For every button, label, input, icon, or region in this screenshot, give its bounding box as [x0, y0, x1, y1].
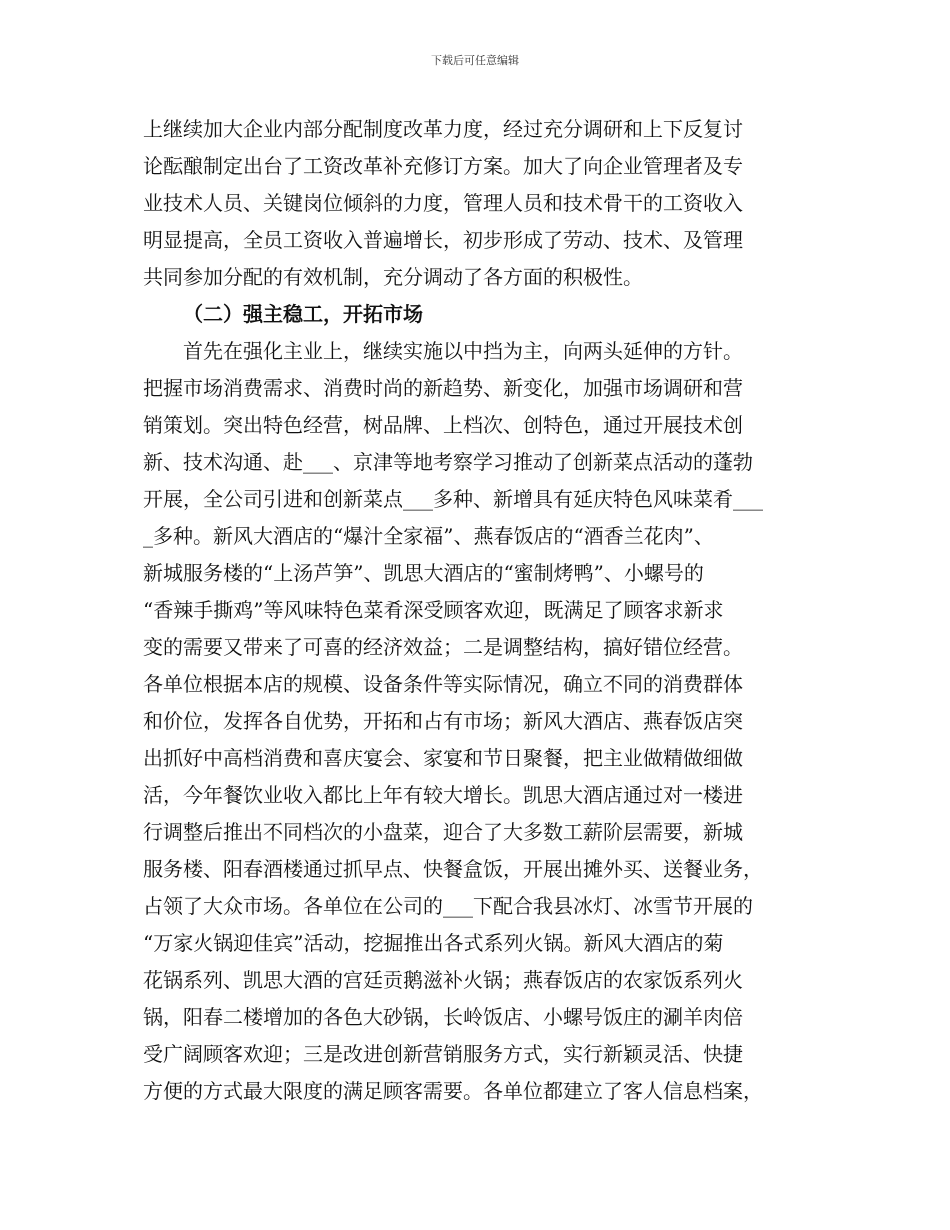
paragraph-line: 新、技术沟通、赴___、京津等地考察学习推动了创新菜点活动的蓬勃	[143, 450, 753, 474]
paragraph-line: 开展，全公司引进和创新菜点___多种、新增具有延庆特色风味菜肴___	[143, 487, 763, 511]
paragraph-line: 新城服务楼的“上汤芦笋”、凯思大酒店的“蜜制烤鸭”、小螺号的	[143, 561, 704, 585]
paragraph-line: 把握市场消费需求、消费时尚的新趋势、新变化，加强市场调研和营	[143, 376, 743, 400]
paragraph-line: 首先在强化主业上，继续实施以中挡为主，向两头延伸的方针。	[143, 339, 743, 363]
paragraph-line: 共同参加分配的有效机制，充分调动了各方面的积极性。	[143, 265, 643, 289]
paragraph-line: 出抓好中高档消费和喜庆宴会、家宴和节日聚餐，把主业做精做细做	[143, 746, 743, 770]
paragraph-line: 方便的方式最大限度的满足顾客需要。各单位都建立了客人信息档案，	[143, 1079, 763, 1103]
paragraph-line: “万家火锅迎佳宾”活动，挖掘推出各式系列火锅。新风大酒店的菊	[143, 931, 724, 955]
paragraph-line: 行调整后推出不同档次的小盘菜，迎合了大多数工薪阶层需要，新城	[143, 820, 743, 844]
paragraph-line: _多种。新风大酒店的“爆汁全家福”、燕春饭店的“酒香兰花肉”、	[143, 524, 714, 548]
paragraph-line: 花锅系列、凯思大酒的宫廷贡鹅滋补火锅；燕春饭店的农家饭系列火	[143, 968, 743, 992]
paragraph-line: 受广阔顾客欢迎；三是改进创新营销服务方式，实行新颖灵活、快捷	[143, 1042, 743, 1066]
section-heading: （二）强主稳工，开拓市场	[183, 302, 423, 326]
paragraph-line: 锅，阳春二楼增加的各色大砂锅，长岭饭店、小螺号饭庄的涮羊肉倍	[143, 1005, 743, 1029]
paragraph-line: 各单位根据本店的规模、设备条件等实际情况，确立不同的消费群体	[143, 672, 743, 696]
page-header: 下载后可任意编辑	[431, 54, 519, 67]
paragraph-line: 占领了大众市场。各单位在公司的___下配合我县冰灯、冰雪节开展的	[143, 894, 753, 918]
paragraph-line: 服务楼、阳春酒楼通过抓早点、快餐盒饭，开展出摊外买、送餐业务，	[143, 857, 763, 881]
paragraph-line: 论酝酿制定出台了工资改革补充修订方案。加大了向企业管理者及专	[143, 154, 743, 178]
paragraph-line: 活，今年餐饮业收入都比上年有较大增长。凯思大酒店通过对一楼进	[143, 783, 743, 807]
paragraph-line: 上继续加大企业内部分配制度改革力度，经过充分调研和上下反复讨	[143, 117, 743, 141]
paragraph-line: 明显提高，全员工资收入普遍增长，初步形成了劳动、技术、及管理	[143, 228, 743, 252]
paragraph-line: 变的需要又带来了可喜的经济效益；二是调整结构，搞好错位经营。	[143, 635, 743, 659]
document-body	[143, 111, 815, 1110]
paragraph-line: 销策划。突出特色经营，树品牌、上档次、创特色，通过开展技术创	[143, 413, 743, 437]
paragraph-line: 业技术人员、关键岗位倾斜的力度，管理人员和技术骨干的工资收入	[143, 191, 743, 215]
paragraph-line: “香辣手撕鸡”等风味特色菜肴深受顾客欢迎，既满足了顾客求新求	[143, 598, 724, 622]
paragraph-line: 和价位，发挥各自优势，开拓和占有市场；新风大酒店、燕春饭店突	[143, 709, 743, 733]
